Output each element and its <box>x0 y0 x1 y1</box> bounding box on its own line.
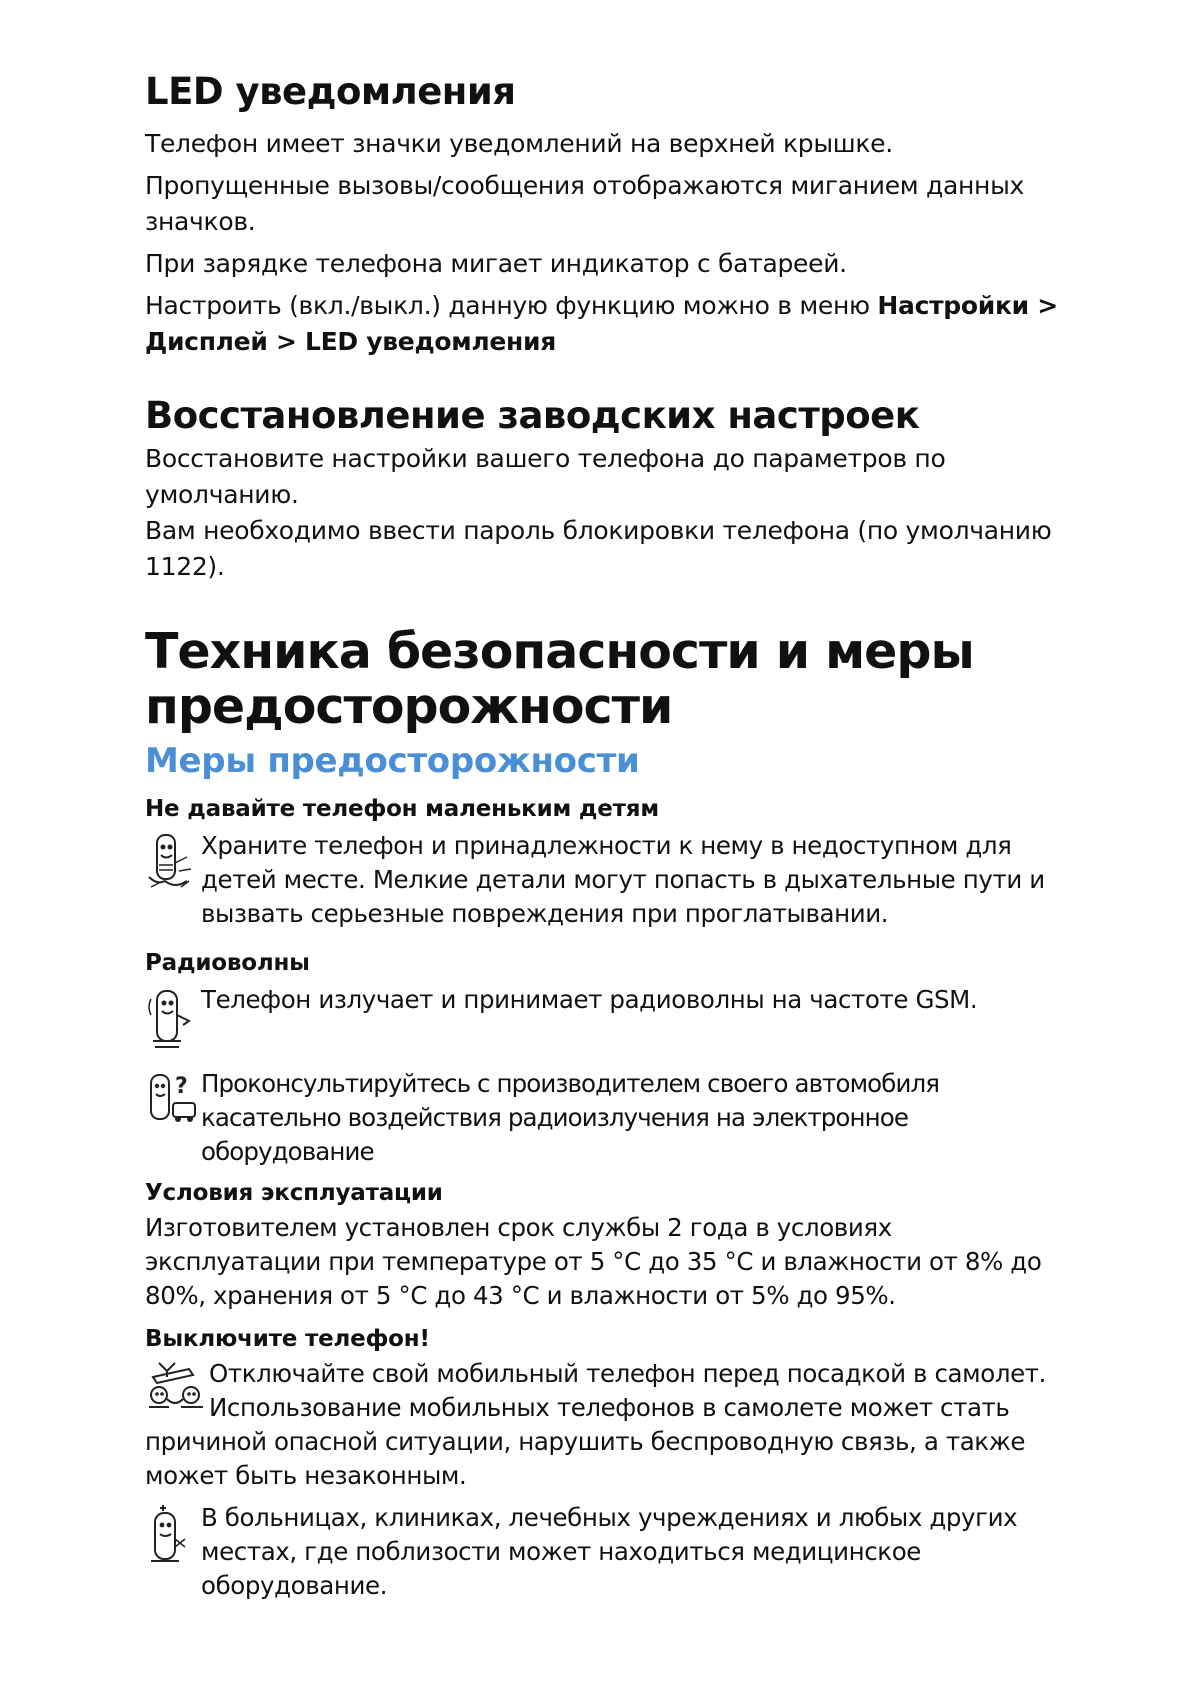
baby-phone-icon <box>145 831 201 895</box>
led-heading: LED уведомления <box>145 70 516 113</box>
switchoff-text-2: В больницах, клиниках, лечебных учреждениях и любых других местах, где поблизости может находиться медицинское оборудование. <box>201 1502 1018 1600</box>
switchoff-row-1 <box>145 1357 1065 1493</box>
led-section <box>145 70 1065 360</box>
children-block <box>145 795 1065 931</box>
question-phone-icon <box>145 1069 201 1133</box>
conditions-block <box>145 1179 1065 1313</box>
conditions-text: Изготовителем установлен срок службы 2 года в условиях эксплуатации при температуре от 5 °C до 35 °C и влажности от 8% до 80%, хранения от 5 °C до 43 °C и влажности от 5% до 95%. <box>145 1213 1042 1310</box>
safety-section <box>145 622 1065 1603</box>
airplane-phones-icon <box>145 1357 209 1417</box>
led-paragraph-4-text: Настроить (вкл./выкл.) данную функцию можно в меню <box>145 291 878 321</box>
document-page <box>145 70 1065 1603</box>
switchoff-heading: Выключите телефон! <box>145 1326 430 1352</box>
radio-heading: Радиоволны <box>145 950 310 977</box>
safety-heading: Техника безопасности и меры предосторожности <box>145 622 974 735</box>
children-row <box>145 829 1065 931</box>
precautions-subheading: Меры предосторожности <box>145 740 640 781</box>
svg-text:?: ? <box>175 1074 188 1100</box>
radio-row-1 <box>145 983 1065 1055</box>
factory-reset-section <box>145 394 1065 584</box>
switchoff-block <box>145 1325 1065 1603</box>
switchoff-row-2 <box>145 1501 1065 1603</box>
children-text: Храните телефон и принадлежности к нему в недоступном для детей месте. Мелкие детали могут попасть в дыхательные пути и вызвать серьезные повреждения при проглатывании. <box>201 831 1045 929</box>
hospital-phone-icon <box>145 1503 201 1567</box>
led-paragraph-4 <box>145 288 1065 360</box>
conditions-heading: Условия эксплуатации <box>145 1180 443 1207</box>
factory-reset-heading: Восстановление заводских настроек <box>145 394 920 438</box>
phone-character-icon <box>145 985 201 1055</box>
factory-reset-paragraph-1: Восстановите настройки вашего телефона до параметров по умолчанию. <box>145 443 946 509</box>
factory-reset-paragraph-2: Вам необходимо ввести пароль блокировки телефона (по умолчанию 1122). <box>145 515 1052 581</box>
radio-row-2 <box>145 1067 1065 1169</box>
radio-text-1: Телефон излучает и принимает радиоволны на частоте GSM. <box>201 985 978 1015</box>
switchoff-text-1: Отключайте свой мобильный телефон перед посадкой в самолет. Использование мобильных телефонов в самолете может стать причиной опасной ситуации, нарушить беспроводную связь, а также может быть незаконным. <box>145 1358 1047 1490</box>
radio-block <box>145 949 1065 1169</box>
led-paragraph-1: Телефон имеет значки уведомлений на верхней крышке. <box>145 129 893 159</box>
children-heading: Не давайте телефон маленьким детям <box>145 796 659 823</box>
led-paragraph-3: При зарядке телефона мигает индикатор с батареей. <box>145 249 847 279</box>
radio-text-2: Проконсультируйтесь с производителем своего автомобиля касательно воздействия радиоизлучения на электронное оборудование <box>201 1069 940 1167</box>
led-paragraph-2: Пропущенные вызовы/сообщения отображаются миганием данных значков. <box>145 171 1025 237</box>
led-menu-path: Настройки > Дисплей > LED уведомления <box>145 291 1058 357</box>
